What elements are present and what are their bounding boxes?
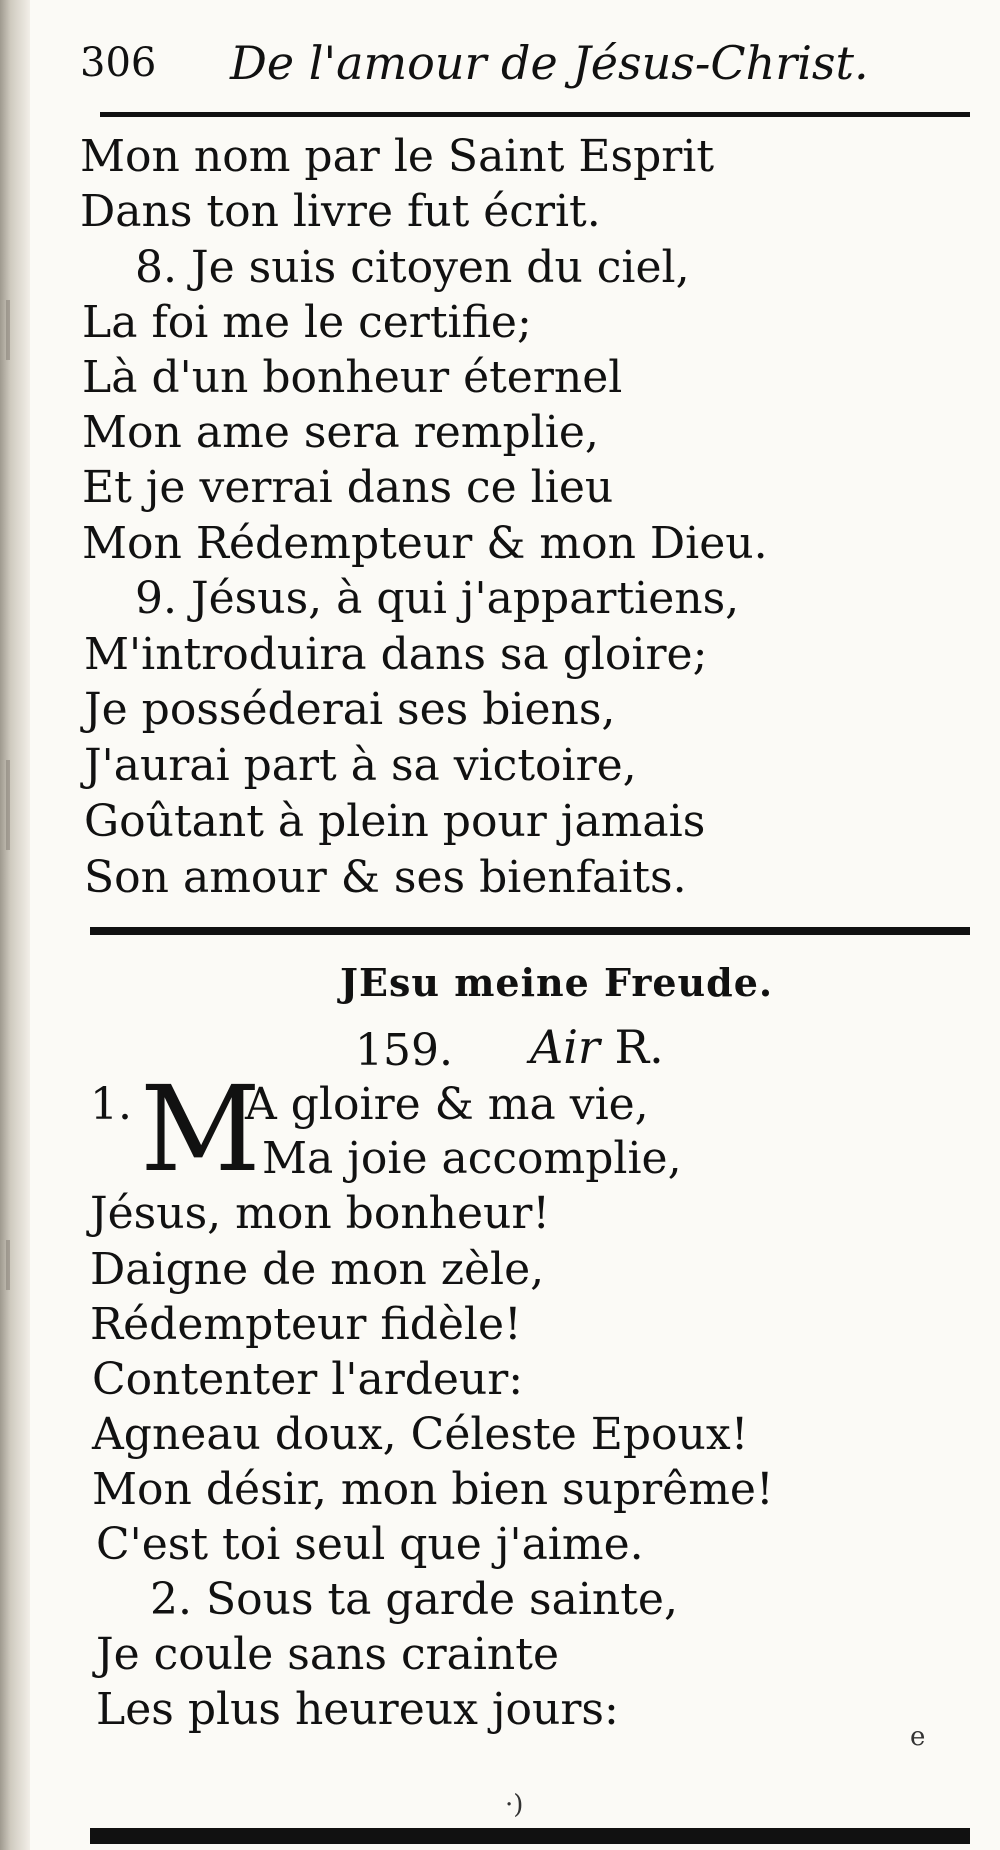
verse-line: Dans ton livre fut écrit. [80, 186, 601, 237]
verse-line: 9. Jésus, à qui j'appartiens, [135, 573, 740, 624]
verse-number: 1. [90, 1079, 132, 1130]
binding-speck [6, 1240, 10, 1290]
verse-line: Je posséderai ses biens, [84, 684, 616, 735]
air-label: Air [530, 1020, 600, 1074]
verse-line: Rédempteur fidèle! [90, 1299, 522, 1350]
hymn-air [530, 1020, 664, 1074]
running-title: De l'amour de Jésus-Christ. [230, 36, 869, 90]
verse-line: 2. Sous ta garde sainte, [150, 1574, 678, 1625]
verse-line: Mon Rédempteur & mon Dieu. [82, 518, 768, 569]
drop-cap: M [140, 1060, 261, 1198]
verse-line: Mon désir, mon bien suprême! [92, 1464, 774, 1515]
verse-line: 8. Je suis citoyen du ciel, [135, 242, 690, 293]
verse-line: Je coule sans crainte [96, 1629, 559, 1680]
verse-line: Daigne de mon zèle, [90, 1244, 545, 1295]
tune-name: JEsu meine Freude. [340, 960, 774, 1005]
verse-line: M'introduira dans sa gloire; [84, 629, 708, 680]
verse-line: Mon nom par le Saint Esprit [80, 131, 715, 182]
verse-line: Mon ame sera remplie, [82, 407, 599, 458]
hymn-number: 159. [355, 1025, 453, 1076]
binding-speck [6, 300, 10, 360]
verse-line: Son amour & ses bienfaits. [84, 852, 687, 903]
verse-line: Les plus heureux jours: [96, 1684, 619, 1735]
page-binding-shadow [0, 0, 30, 1850]
footer-mark: ·) [505, 1790, 524, 1820]
header-rule [100, 112, 970, 117]
margin-mark: e [910, 1722, 926, 1752]
bottom-rule [90, 1828, 970, 1844]
verse-line: Là d'un bonheur éternel [82, 352, 623, 403]
verse-line: Ma joie accomplie, [262, 1133, 682, 1184]
binding-speck [6, 760, 10, 850]
verse-line: Agneau doux, Céleste Epoux! [92, 1409, 749, 1460]
verse-line: J'aurai part à sa victoire, [84, 740, 637, 791]
air-letter: R. [614, 1020, 664, 1074]
verse-line: A gloire & ma vie, [245, 1079, 649, 1130]
verse-line: Jésus, mon bonheur! [90, 1188, 551, 1239]
verse-line: La foi me le certifie; [82, 297, 532, 348]
section-rule [90, 927, 970, 935]
verse-line: Contenter l'ardeur: [92, 1354, 524, 1405]
verse-line: C'est toi seul que j'aime. [96, 1519, 644, 1570]
verse-line: Et je verrai dans ce lieu [82, 462, 614, 513]
verse-line: Goûtant à plein pour jamais [84, 796, 706, 847]
page-number: 306 [80, 40, 157, 86]
